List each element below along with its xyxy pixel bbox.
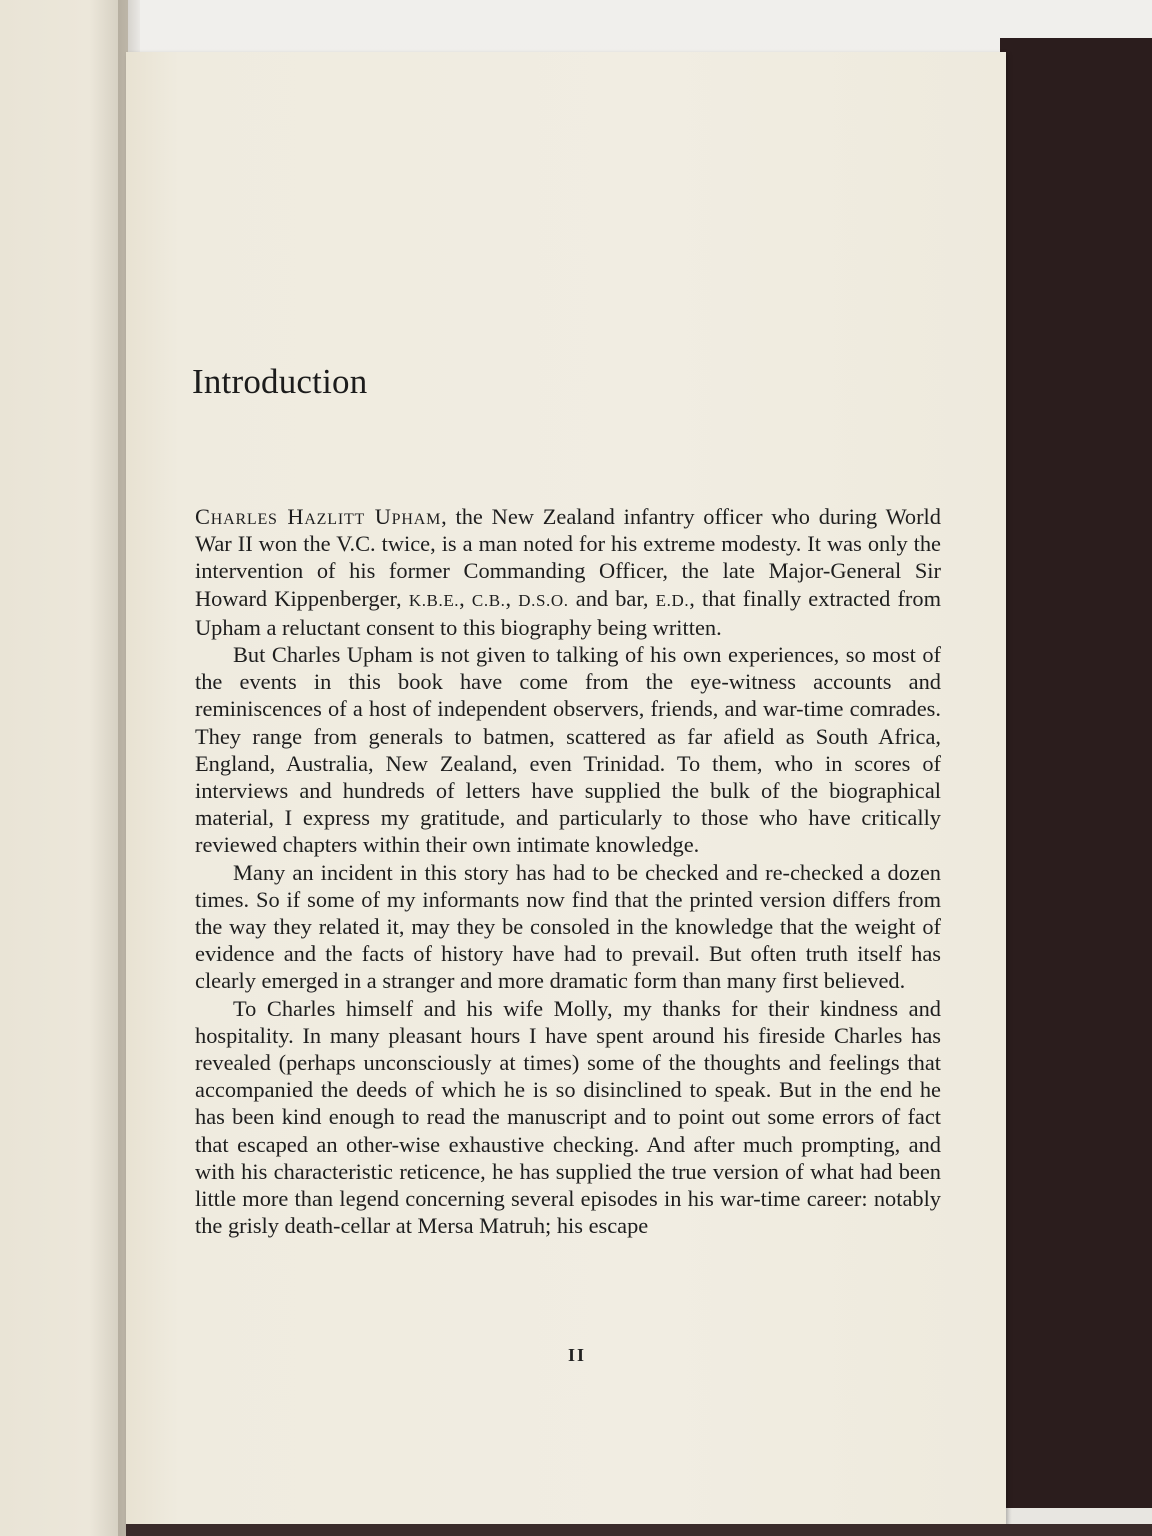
honour-kbe: K.B.E.: [408, 590, 460, 610]
paragraph-4: To Charles himself and his wife Molly, my thanks for their kindness and hospitality. In many pleasant hours I have spent around his fireside Charles has revealed (perhaps unconsciously at times) some of the thoughts and feelings that accompanied the deeds of which he is so disinclined to speak. But in the end he has been kind enough to read the manuscript and to point out some errors of fact that escaped an other-wise exhaustive checking. And after much prompting, and with his characteristic reticence, he has supplied the true version of what had been little more than legend concerning several episodes in his war-time career: notably the grisly death-cellar at Mersa Matruh; his escape: [195, 995, 941, 1239]
honour-ed: E.D.: [655, 590, 690, 610]
body-text: [195, 503, 941, 1239]
chapter-heading: Introduction: [192, 362, 368, 401]
paragraph-1: Charles Hazlitt Upham, the New Zealand infantry officer who during World War II won the V.C. twice, is a man noted for his extreme modesty. It was only the intervention of his former Commanding Officer, the late Major-General Sir Howard Kippenberger, K.B.E., C.B., D.S.O. and bar, E.D., that finally extracted from Upham a reluctant consent to this biography being written.: [195, 504, 941, 640]
page-number: II: [567, 1345, 586, 1365]
paragraph-3: Many an incident in this story has had to be checked and re-checked a dozen times. So if some of my informants now find that the printed version differs from the way they related it, may they be consoled in the knowledge that the weight of evidence and the facts of history have had to prevail. But often truth itself has clearly emerged in a stranger and more dramatic form than many first believed.: [195, 859, 941, 994]
book-cover-edge: [1000, 38, 1152, 1508]
subject-name: Charles Hazlitt Upham: [195, 504, 442, 529]
honour-cb: C.B.: [471, 590, 506, 610]
book-cover-bottom: [126, 1524, 1152, 1536]
honour-dso: D.S.O.: [518, 590, 569, 610]
left-page: [0, 0, 128, 1536]
paragraph-2: But Charles Upham is not given to talking of his own experiences, so most of the events in this book have come from the eye-witness accounts and reminiscences of a host of independent observers, friends, and war-time comrades. They range from generals to batmen, scattered as far afield as South Africa, England, Australia, New Zealand, even Trinidad. To them, who in scores of interviews and hundreds of letters have supplied the bulk of the biographical material, I express my gratitude, and particularly to those who have critically reviewed chapters within their own intimate knowledge.: [195, 642, 941, 858]
